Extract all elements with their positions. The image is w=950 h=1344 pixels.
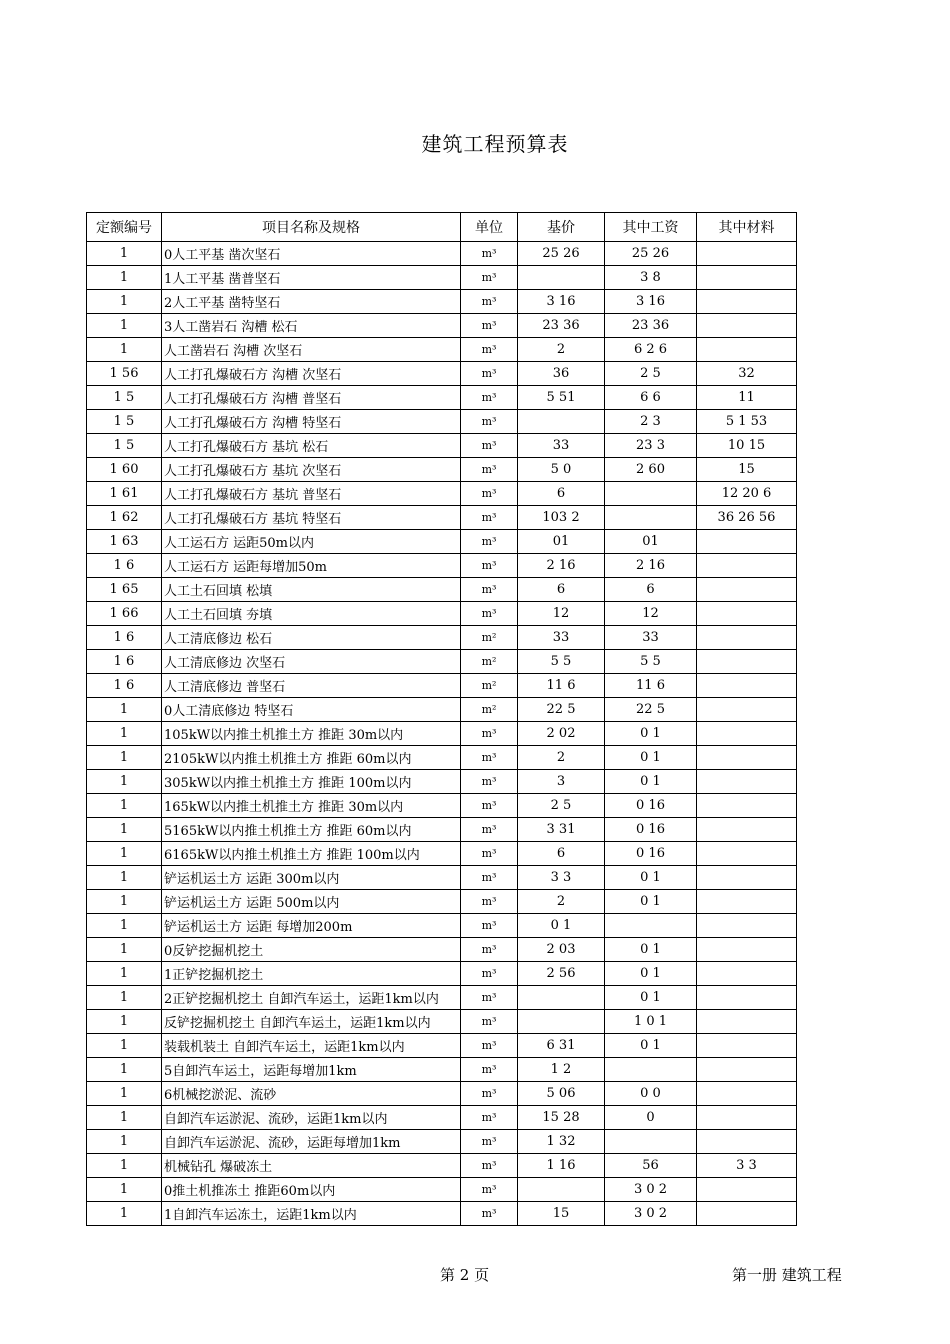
cell-wage: 01 [605, 530, 697, 554]
cell-base-price: 1 32 [518, 1130, 605, 1154]
cell-wage: 56 [605, 1154, 697, 1178]
cell-code: 1 [87, 1082, 162, 1106]
cell-code: 1 [87, 698, 162, 722]
cell-code: 1 [87, 290, 162, 314]
cell-wage: 33 [605, 626, 697, 650]
cell-unit: m³ [461, 482, 518, 506]
cell-unit: m³ [461, 1130, 518, 1154]
cell-unit: m³ [461, 746, 518, 770]
cell-unit: m³ [461, 986, 518, 1010]
cell-wage: 2 16 [605, 554, 697, 578]
cell-name: 1人工平基 凿普坚石 [162, 266, 461, 290]
table-row [87, 770, 797, 794]
cell-name: 2正铲挖掘机挖土 自卸汽车运土，运距1km以内 [162, 986, 461, 1010]
cell-material [697, 674, 797, 698]
cell-base-price: 11 6 [518, 674, 605, 698]
cell-base-price: 2 [518, 338, 605, 362]
cell-base-price [518, 1010, 605, 1034]
cell-material [697, 314, 797, 338]
cell-code: 1 [87, 986, 162, 1010]
cell-code: 1 6 [87, 626, 162, 650]
cell-material [697, 1010, 797, 1034]
cell-material [697, 1202, 797, 1226]
cell-material [697, 746, 797, 770]
cell-name: 305kW以内推土机推土方 推距 100m以内 [162, 770, 461, 794]
table-row [87, 362, 797, 386]
cell-name: 人工清底修边 松石 [162, 626, 461, 650]
cell-base-price: 2 [518, 890, 605, 914]
table-row [87, 410, 797, 434]
cell-base-price [518, 266, 605, 290]
cell-unit: m³ [461, 1154, 518, 1178]
cell-wage: 11 6 [605, 674, 697, 698]
cell-material [697, 626, 797, 650]
column-header-base-price: 基价 [518, 213, 605, 242]
cell-wage: 0 1 [605, 746, 697, 770]
cell-unit: m² [461, 650, 518, 674]
cell-base-price: 3 16 [518, 290, 605, 314]
page-title: 建筑工程预算表 [421, 132, 569, 156]
cell-name: 人工打孔爆破石方 沟槽 次坚石 [162, 362, 461, 386]
table-row [87, 386, 797, 410]
cell-material: 5 1 53 [697, 410, 797, 434]
cell-base-price: 33 [518, 626, 605, 650]
cell-material [697, 698, 797, 722]
table-row [87, 1082, 797, 1106]
cell-base-price [518, 986, 605, 1010]
cell-material [697, 914, 797, 938]
cell-name: 人工清底修边 普坚石 [162, 674, 461, 698]
cell-unit: m³ [461, 602, 518, 626]
cell-unit: m³ [461, 314, 518, 338]
table-row [87, 506, 797, 530]
table-row [87, 722, 797, 746]
cell-unit: m³ [461, 578, 518, 602]
table-row [87, 1010, 797, 1034]
cell-wage: 6 6 [605, 386, 697, 410]
cell-wage: 0 16 [605, 794, 697, 818]
cell-unit: m³ [461, 1202, 518, 1226]
column-header-unit: 单位 [461, 213, 518, 242]
cell-code: 1 [87, 938, 162, 962]
cell-name: 0反铲挖掘机挖土 [162, 938, 461, 962]
cell-unit: m³ [461, 338, 518, 362]
cell-material [697, 890, 797, 914]
cell-unit: m³ [461, 410, 518, 434]
cell-unit: m³ [461, 242, 518, 266]
cell-wage: 2 3 [605, 410, 697, 434]
cell-unit: m³ [461, 290, 518, 314]
cell-name: 人工土石回填 松填 [162, 578, 461, 602]
table-row [87, 1154, 797, 1178]
table-row [87, 338, 797, 362]
cell-unit: m³ [461, 506, 518, 530]
cell-material [697, 1058, 797, 1082]
table-row [87, 434, 797, 458]
cell-code: 1 60 [87, 458, 162, 482]
cell-name: 人工运石方 运距50m以内 [162, 530, 461, 554]
table-row [87, 818, 797, 842]
cell-unit: m³ [461, 266, 518, 290]
cell-name: 人工土石回填 夯填 [162, 602, 461, 626]
cell-base-price: 5 06 [518, 1082, 605, 1106]
cell-code: 1 5 [87, 410, 162, 434]
table-row [87, 794, 797, 818]
cell-code: 1 5 [87, 386, 162, 410]
cell-material [697, 842, 797, 866]
cell-unit: m³ [461, 722, 518, 746]
table-header-row [87, 213, 797, 242]
table-row [87, 866, 797, 890]
cell-unit: m³ [461, 458, 518, 482]
cell-name: 1自卸汽车运冻土，运距1km以内 [162, 1202, 461, 1226]
cell-name: 3人工凿岩石 沟槽 松石 [162, 314, 461, 338]
table-row [87, 242, 797, 266]
table-row [87, 842, 797, 866]
cell-base-price: 1 2 [518, 1058, 605, 1082]
cell-material: 3 3 [697, 1154, 797, 1178]
cell-unit: m³ [461, 770, 518, 794]
cell-code: 1 5 [87, 434, 162, 458]
cell-name: 反铲挖掘机挖土 自卸汽车运土，运距1km以内 [162, 1010, 461, 1034]
cell-name: 装载机装土 自卸汽车运土，运距1km以内 [162, 1034, 461, 1058]
cell-base-price [518, 1178, 605, 1202]
cell-name: 人工打孔爆破石方 沟槽 普坚石 [162, 386, 461, 410]
cell-name: 自卸汽车运淤泥、流砂，运距1km以内 [162, 1106, 461, 1130]
cell-wage: 12 [605, 602, 697, 626]
cell-wage [605, 1130, 697, 1154]
cell-base-price: 23 36 [518, 314, 605, 338]
cell-material [697, 554, 797, 578]
cell-wage: 0 16 [605, 842, 697, 866]
cell-unit: m³ [461, 794, 518, 818]
table-row [87, 698, 797, 722]
cell-base-price: 2 5 [518, 794, 605, 818]
table-row [87, 314, 797, 338]
table-row [87, 1130, 797, 1154]
table-row [87, 1034, 797, 1058]
cell-material [697, 1082, 797, 1106]
cell-unit: m² [461, 698, 518, 722]
cell-wage: 0 1 [605, 938, 697, 962]
cell-unit: m³ [461, 962, 518, 986]
cell-wage: 23 36 [605, 314, 697, 338]
cell-code: 1 [87, 962, 162, 986]
column-header-material: 其中材料 [697, 213, 797, 242]
table-row [87, 266, 797, 290]
cell-base-price: 22 5 [518, 698, 605, 722]
cell-base-price: 01 [518, 530, 605, 554]
cell-name: 2人工平基 凿特坚石 [162, 290, 461, 314]
cell-name: 人工打孔爆破石方 基坑 松石 [162, 434, 461, 458]
volume-label: 第一册 建筑工程 [732, 1266, 842, 1284]
cell-name: 5自卸汽车运土，运距每增加1km [162, 1058, 461, 1082]
cell-code: 1 [87, 1010, 162, 1034]
cell-code: 1 [87, 818, 162, 842]
column-header-code: 定额编号 [87, 213, 162, 242]
cell-name: 人工清底修边 次坚石 [162, 650, 461, 674]
cell-material [697, 1034, 797, 1058]
cell-code: 1 [87, 242, 162, 266]
cell-wage: 0 1 [605, 986, 697, 1010]
cell-unit: m² [461, 674, 518, 698]
cell-code: 1 6 [87, 554, 162, 578]
cell-base-price: 1 16 [518, 1154, 605, 1178]
cell-code: 1 62 [87, 506, 162, 530]
cell-name: 自卸汽车运淤泥、流砂，运距每增加1km [162, 1130, 461, 1154]
cell-code: 1 [87, 914, 162, 938]
cell-material [697, 722, 797, 746]
cell-material: 36 26 56 [697, 506, 797, 530]
cell-code: 1 [87, 746, 162, 770]
cell-code: 1 [87, 266, 162, 290]
cell-material [697, 650, 797, 674]
cell-wage: 0 1 [605, 890, 697, 914]
cell-unit: m³ [461, 434, 518, 458]
cell-unit: m³ [461, 818, 518, 842]
cell-wage: 22 5 [605, 698, 697, 722]
cell-unit: m³ [461, 1178, 518, 1202]
cell-name: 1正铲挖掘机挖土 [162, 962, 461, 986]
cell-wage: 25 26 [605, 242, 697, 266]
table-row [87, 746, 797, 770]
cell-base-price: 103 2 [518, 506, 605, 530]
cell-code: 1 [87, 1058, 162, 1082]
table-body [87, 242, 797, 1226]
table-row [87, 1058, 797, 1082]
cell-base-price: 36 [518, 362, 605, 386]
cell-name: 0推土机推冻土 推距60m以内 [162, 1178, 461, 1202]
cell-material [697, 866, 797, 890]
table-row [87, 890, 797, 914]
table-row [87, 458, 797, 482]
table-row [87, 554, 797, 578]
cell-base-price: 3 [518, 770, 605, 794]
cell-material [697, 770, 797, 794]
cell-wage: 0 1 [605, 962, 697, 986]
cell-material: 10 15 [697, 434, 797, 458]
cell-material [697, 578, 797, 602]
cell-unit: m³ [461, 866, 518, 890]
cell-code: 1 [87, 1034, 162, 1058]
cell-material: 15 [697, 458, 797, 482]
cell-unit: m³ [461, 890, 518, 914]
cell-base-price: 12 [518, 602, 605, 626]
cell-unit: m³ [461, 386, 518, 410]
cell-name: 5165kW以内推土机推土方 推距 60m以内 [162, 818, 461, 842]
cell-unit: m³ [461, 1106, 518, 1130]
cell-wage: 0 16 [605, 818, 697, 842]
cell-unit: m³ [461, 1034, 518, 1058]
cell-wage [605, 1058, 697, 1082]
cell-code: 1 [87, 722, 162, 746]
cell-name: 铲运机运土方 运距 每增加200m [162, 914, 461, 938]
cell-wage [605, 914, 697, 938]
cell-base-price: 2 [518, 746, 605, 770]
cell-wage: 0 1 [605, 1034, 697, 1058]
cell-wage: 3 0 2 [605, 1178, 697, 1202]
cell-wage: 3 8 [605, 266, 697, 290]
cell-wage: 0 0 [605, 1082, 697, 1106]
cell-material [697, 290, 797, 314]
cell-material [697, 794, 797, 818]
cell-name: 6机械挖淤泥、流砂 [162, 1082, 461, 1106]
cell-material [697, 1178, 797, 1202]
cell-base-price: 6 [518, 578, 605, 602]
cell-code: 1 65 [87, 578, 162, 602]
cell-name: 人工打孔爆破石方 基坑 普坚石 [162, 482, 461, 506]
cell-wage: 0 1 [605, 722, 697, 746]
cell-code: 1 [87, 770, 162, 794]
cell-wage: 3 16 [605, 290, 697, 314]
table-row [87, 650, 797, 674]
cell-name: 6165kW以内推土机推土方 推距 100m以内 [162, 842, 461, 866]
cell-wage: 6 [605, 578, 697, 602]
cell-wage: 5 5 [605, 650, 697, 674]
cell-material [697, 242, 797, 266]
cell-wage: 6 2 6 [605, 338, 697, 362]
cell-unit: m³ [461, 1010, 518, 1034]
cell-material: 32 [697, 362, 797, 386]
table-row [87, 482, 797, 506]
cell-name: 铲运机运土方 运距 500m以内 [162, 890, 461, 914]
cell-name: 铲运机运土方 运距 300m以内 [162, 866, 461, 890]
cell-material: 12 20 6 [697, 482, 797, 506]
cell-base-price: 2 16 [518, 554, 605, 578]
cell-material [697, 1106, 797, 1130]
cell-name: 0人工平基 凿次坚石 [162, 242, 461, 266]
table-row [87, 674, 797, 698]
table-row [87, 1178, 797, 1202]
cell-material [697, 266, 797, 290]
table-row [87, 914, 797, 938]
cell-material [697, 338, 797, 362]
cell-unit: m³ [461, 1082, 518, 1106]
cell-name: 105kW以内推土机推土方 推距 30m以内 [162, 722, 461, 746]
cell-code: 1 66 [87, 602, 162, 626]
cell-wage: 23 3 [605, 434, 697, 458]
cell-wage [605, 506, 697, 530]
cell-base-price: 25 26 [518, 242, 605, 266]
cell-code: 1 [87, 314, 162, 338]
table-row [87, 938, 797, 962]
column-header-name: 项目名称及规格 [162, 213, 461, 242]
cell-code: 1 [87, 1178, 162, 1202]
page-number: 第 2 页 [440, 1266, 490, 1284]
table-row [87, 1202, 797, 1226]
cell-code: 1 6 [87, 674, 162, 698]
table-row [87, 602, 797, 626]
cell-base-price: 33 [518, 434, 605, 458]
cell-code: 1 61 [87, 482, 162, 506]
cell-base-price: 2 03 [518, 938, 605, 962]
cell-base-price: 5 5 [518, 650, 605, 674]
cell-base-price: 6 [518, 842, 605, 866]
cell-base-price: 15 [518, 1202, 605, 1226]
cell-name: 人工打孔爆破石方 基坑 特坚石 [162, 506, 461, 530]
cell-code: 1 [87, 866, 162, 890]
cell-name: 人工凿岩石 沟槽 次坚石 [162, 338, 461, 362]
cell-name: 人工打孔爆破石方 沟槽 特坚石 [162, 410, 461, 434]
cell-code: 1 [87, 1106, 162, 1130]
cell-wage: 1 0 1 [605, 1010, 697, 1034]
cell-wage: 0 [605, 1106, 697, 1130]
cell-base-price: 0 1 [518, 914, 605, 938]
cell-name: 人工打孔爆破石方 基坑 次坚石 [162, 458, 461, 482]
cell-base-price: 2 56 [518, 962, 605, 986]
budget-table [86, 212, 797, 1226]
cell-wage: 0 1 [605, 866, 697, 890]
cell-material [697, 986, 797, 1010]
cell-material [697, 602, 797, 626]
cell-unit: m³ [461, 362, 518, 386]
cell-material [697, 1130, 797, 1154]
column-header-wage: 其中工资 [605, 213, 697, 242]
cell-name: 机械钻孔 爆破冻土 [162, 1154, 461, 1178]
cell-base-price: 6 31 [518, 1034, 605, 1058]
cell-unit: m³ [461, 530, 518, 554]
cell-base-price: 6 [518, 482, 605, 506]
cell-code: 1 [87, 338, 162, 362]
cell-unit: m³ [461, 938, 518, 962]
cell-base-price: 15 28 [518, 1106, 605, 1130]
cell-name: 人工运石方 运距每增加50m [162, 554, 461, 578]
cell-wage: 0 1 [605, 770, 697, 794]
cell-base-price: 3 3 [518, 866, 605, 890]
cell-unit: m³ [461, 1058, 518, 1082]
cell-code: 1 [87, 794, 162, 818]
cell-code: 1 6 [87, 650, 162, 674]
table-row [87, 962, 797, 986]
cell-code: 1 56 [87, 362, 162, 386]
cell-wage: 2 5 [605, 362, 697, 386]
table-row [87, 290, 797, 314]
cell-material [697, 962, 797, 986]
cell-name: 0人工清底修边 特坚石 [162, 698, 461, 722]
cell-material [697, 530, 797, 554]
table-row [87, 626, 797, 650]
cell-wage: 3 0 2 [605, 1202, 697, 1226]
cell-base-price: 3 31 [518, 818, 605, 842]
cell-code: 1 63 [87, 530, 162, 554]
table-row [87, 986, 797, 1010]
cell-wage: 2 60 [605, 458, 697, 482]
table-row [87, 530, 797, 554]
cell-code: 1 [87, 1130, 162, 1154]
cell-name: 2105kW以内推土机推土方 推距 60m以内 [162, 746, 461, 770]
cell-unit: m² [461, 626, 518, 650]
cell-code: 1 [87, 1202, 162, 1226]
cell-code: 1 [87, 842, 162, 866]
cell-code: 1 [87, 890, 162, 914]
cell-base-price: 5 0 [518, 458, 605, 482]
cell-name: 165kW以内推土机推土方 推距 30m以内 [162, 794, 461, 818]
cell-material [697, 938, 797, 962]
cell-base-price: 5 51 [518, 386, 605, 410]
cell-base-price: 2 02 [518, 722, 605, 746]
cell-material: 11 [697, 386, 797, 410]
cell-unit: m³ [461, 554, 518, 578]
table-row [87, 578, 797, 602]
cell-base-price [518, 410, 605, 434]
cell-unit: m³ [461, 842, 518, 866]
cell-material [697, 818, 797, 842]
table-row [87, 1106, 797, 1130]
cell-wage [605, 482, 697, 506]
cell-code: 1 [87, 1154, 162, 1178]
cell-unit: m³ [461, 914, 518, 938]
